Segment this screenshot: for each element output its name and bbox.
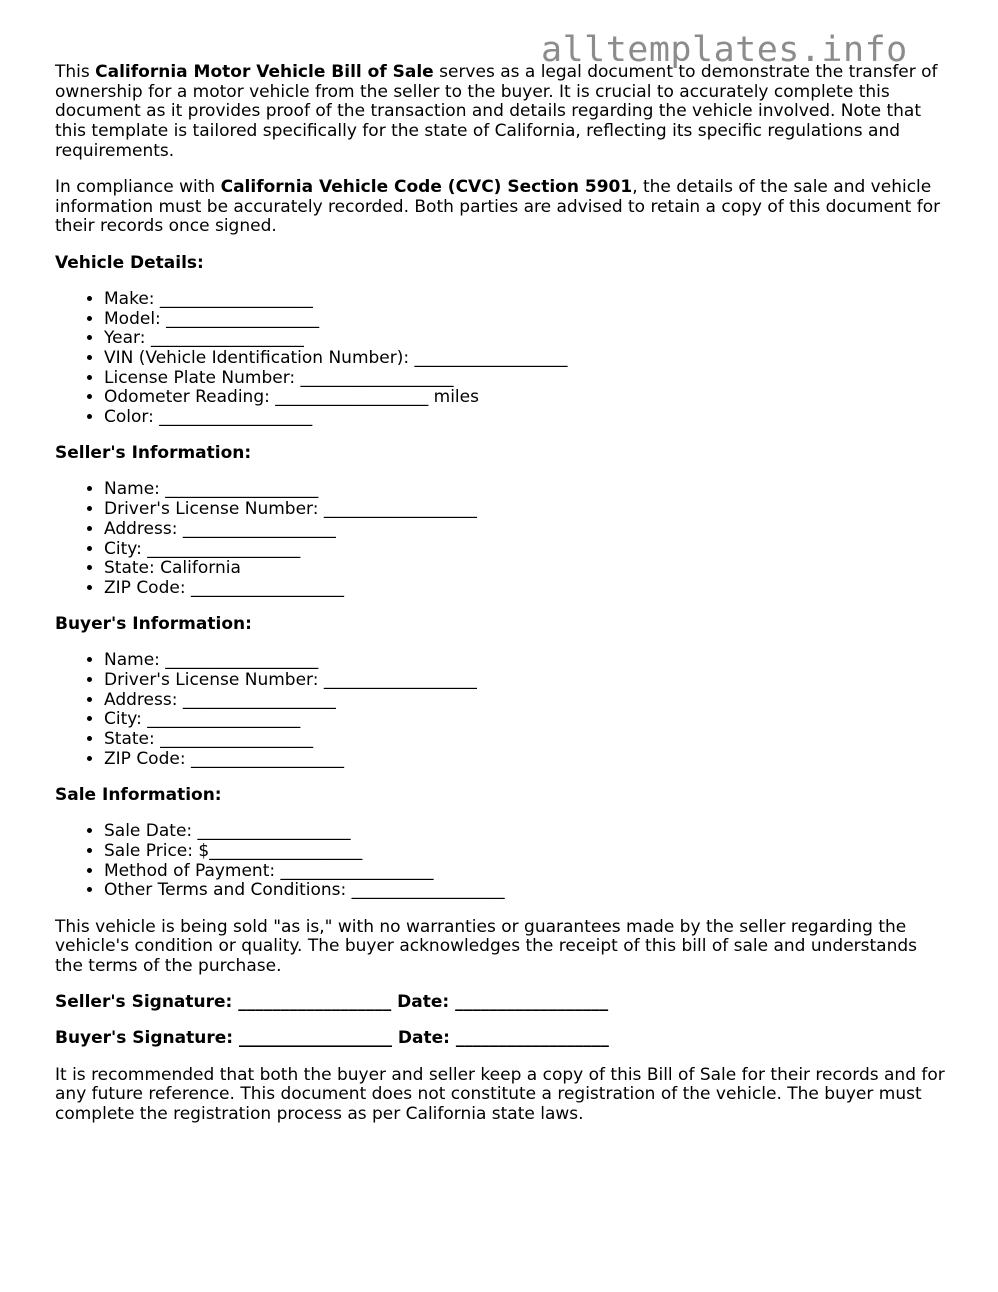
seller-info-heading: Seller's Information:: [55, 443, 252, 464]
compliance-text: In compliance with: [55, 177, 221, 198]
seller-license-field: • Driver's License Number: __________________: [104, 500, 945, 520]
seller-city-field: • City: __________________: [104, 540, 945, 560]
vehicle-odometer-field: • Odometer Reading: __________________ miles: [104, 388, 945, 408]
seller-name-field: • Name: __________________: [104, 480, 945, 500]
buyer-name-field: • Name: __________________: [104, 651, 945, 671]
sale-date-field: • Sale Date: __________________: [104, 822, 945, 842]
vehicle-color-field: • Color: __________________: [104, 408, 945, 428]
vehicle-make-field: • Make: __________________: [104, 290, 945, 310]
vehicle-plate-field: • License Plate Number: __________________: [104, 369, 945, 389]
sale-info-heading: Sale Information:: [55, 785, 222, 806]
compliance-paragraph: [55, 178, 945, 237]
seller-state-field: • State: California: [104, 559, 945, 579]
buyer-zip-field: • ZIP Code: __________________: [104, 750, 945, 770]
buyer-info-list: [55, 651, 945, 769]
vehicle-details-list: [55, 290, 945, 428]
code-reference: California Vehicle Code (CVC) Section 5901: [220, 177, 633, 198]
payment-method-field: • Method of Payment: __________________: [104, 862, 945, 882]
document-body: [55, 63, 945, 1141]
vehicle-year-field: • Year: __________________: [104, 329, 945, 349]
seller-zip-field: • ZIP Code: __________________: [104, 579, 945, 599]
vehicle-vin-field: • VIN (Vehicle Identification Number): __________________: [104, 349, 945, 369]
compliance-text-rest: , the details of the sale and vehicle information must be accurately recorded. Both parties are advised to retain a copy of this document for their records once signed.: [55, 177, 941, 237]
intro-text: This: [55, 62, 96, 82]
seller-info-list: [55, 480, 945, 598]
watermark-text: alltemplates.info: [541, 30, 908, 70]
other-terms-field: • Other Terms and Conditions: __________________: [104, 881, 945, 901]
closing-paragraph: It is recommended that both the buyer and seller keep a copy of this Bill of Sale for their records and for any future reference. This document does not constitute a registration of the vehicle. The buyer must complete the registration process as per California state laws.: [55, 1064, 945, 1125]
intro-text-rest: serves as a legal document to demonstrate the transfer of ownership for a motor vehicle from the seller to the buyer. It is crucial to accurately complete this document as it provides proof of the transaction and details regarding the vehicle involved. Note that this template is tailored specifically for the state of California, reflecting its specific regulations and requirements.: [55, 62, 938, 161]
intro-paragraph: [55, 63, 945, 162]
as-is-paragraph: This vehicle is being sold "as is," with no warranties or guarantees made by the seller regarding the vehicle's condition or quality. The buyer acknowledges the receipt of this bill of sale and understands the terms of the purchase.: [55, 916, 918, 977]
document-title: California Motor Vehicle Bill of Sale: [95, 62, 434, 82]
buyer-license-field: • Driver's License Number: __________________: [104, 671, 945, 691]
buyer-state-field: • State: __________________: [104, 730, 945, 750]
seller-address-field: • Address: __________________: [104, 520, 945, 540]
buyer-info-heading: Buyer's Information:: [55, 614, 252, 635]
buyer-address-field: • Address: __________________: [104, 691, 945, 711]
buyer-city-field: • City: __________________: [104, 710, 945, 730]
buyer-signature-line: Buyer's Signature: __________________ Date: __________________: [55, 1028, 609, 1049]
seller-signature-line: Seller's Signature: __________________ Date: __________________: [55, 992, 609, 1013]
sale-info-list: [55, 822, 945, 901]
vehicle-details-heading: Vehicle Details:: [55, 252, 204, 273]
vehicle-model-field: • Model: __________________: [104, 310, 945, 330]
sale-price-field: • Sale Price: $__________________: [104, 842, 945, 862]
